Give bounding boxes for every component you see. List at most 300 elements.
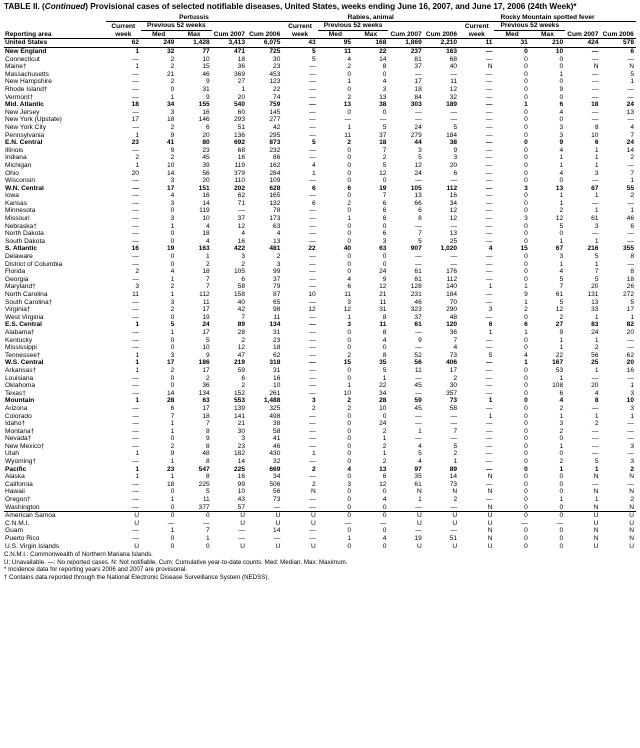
row-value: 6 — [594, 139, 599, 147]
row-value: — — [309, 237, 316, 245]
table-row — [4, 359, 636, 367]
row-value: 89 — [449, 465, 458, 473]
row-value: 1 — [630, 177, 634, 185]
row-value: — — [309, 222, 316, 230]
footnote-3: † Contains data reported through the National Electronic Disease Surveillance System (NEDSS). — [4, 573, 270, 581]
row-value: — — [132, 404, 139, 412]
row-value: — — [309, 131, 316, 139]
row-value: 498 — [269, 412, 281, 420]
row-value: 2 — [170, 123, 175, 131]
col-group-rabies-animal: Rabies, animal — [282, 14, 459, 22]
row-value: 3 — [559, 420, 564, 428]
row-value: — — [344, 519, 352, 527]
title-italic: Continued — [44, 2, 86, 11]
row-area-label: Idaho† — [5, 420, 26, 428]
row-value: 2 — [382, 458, 387, 466]
row-value: 759 — [269, 101, 281, 109]
row-value: — — [309, 63, 316, 71]
row-value: 108 — [552, 382, 564, 390]
row-value: — — [485, 230, 493, 238]
row-value: — — [132, 382, 139, 390]
row-value: 6 — [382, 473, 387, 481]
row-value: 20 — [449, 161, 458, 169]
row-value: 5 — [206, 488, 210, 496]
row-value: 0 — [559, 116, 564, 124]
row-value: 3 — [524, 215, 528, 223]
row-value: 6 — [241, 275, 246, 283]
row-area-label: Oklahoma — [5, 382, 36, 390]
row-value: 0 — [206, 512, 210, 520]
row-value: 4 — [312, 161, 316, 169]
row-value: 9 — [170, 450, 175, 458]
row-value: 4 — [382, 535, 387, 542]
row-value: 0 — [524, 275, 528, 283]
table-row — [4, 458, 636, 466]
row-value: — — [485, 313, 493, 321]
row-value: 0 — [382, 70, 387, 78]
row-value: 1 — [630, 207, 634, 215]
row-value: — — [132, 458, 139, 466]
row-value: 2 — [347, 63, 352, 71]
row-value: 4 — [170, 192, 175, 200]
row-value: 4 — [206, 237, 210, 245]
row-value: 146 — [198, 116, 210, 124]
row-value: — — [591, 427, 599, 435]
row-value: 237 — [410, 48, 422, 55]
row-value: — — [132, 207, 139, 215]
row-value: — — [238, 527, 246, 535]
row-value: 1 — [170, 93, 175, 101]
table-row — [4, 131, 636, 139]
row-area-label: New York City — [5, 123, 47, 131]
row-value: 184 — [446, 291, 458, 298]
row-value: 0 — [347, 108, 352, 116]
row-value: 0 — [524, 527, 528, 535]
row-area-label: Connecticut — [5, 55, 40, 63]
row-value: 34 — [449, 199, 458, 207]
row-value: 0 — [524, 146, 528, 154]
row-value: 123 — [269, 78, 281, 86]
row-value: — — [450, 222, 458, 230]
row-value: 0 — [170, 313, 175, 321]
row-value: N — [629, 488, 634, 496]
row-value: 45 — [202, 154, 210, 162]
row-value: 11 — [379, 321, 387, 329]
row-value: 1 — [559, 237, 564, 245]
row-area-label: Missouri — [5, 215, 30, 223]
row-value: — — [415, 260, 422, 268]
row-value: 12 — [237, 344, 246, 352]
row-value: 112 — [446, 275, 458, 283]
row-value: 0 — [524, 108, 528, 116]
col-pertussis-previous: Previous 52 weeks — [141, 22, 212, 30]
row-value: — — [309, 298, 316, 306]
row-value: 99 — [273, 268, 281, 276]
row-value: — — [132, 215, 139, 223]
row-value: 0 — [347, 420, 352, 428]
row-value: 1 — [206, 253, 210, 261]
row-value: 7 — [170, 412, 175, 420]
table-row — [4, 535, 636, 543]
row-value: 53 — [555, 366, 564, 374]
row-value: — — [132, 108, 139, 116]
row-value: 5 — [559, 298, 564, 306]
row-value: 0 — [347, 435, 352, 443]
row-value: — — [132, 427, 139, 435]
row-value: — — [309, 351, 316, 359]
row-value: — — [450, 177, 458, 185]
row-value: 202 — [234, 184, 246, 192]
row-value: — — [132, 237, 139, 245]
title-suffix: ) Provisional cases of selected notifiable diseases, United States, weeks ending June 16, 2007, and June 17, 2006 (24th Week)* — [85, 2, 577, 11]
row-value: 5 — [312, 55, 316, 63]
row-value: 26 — [626, 283, 634, 291]
row-value: 7 — [453, 427, 458, 435]
table-row — [4, 481, 636, 489]
row-value: 2 — [312, 480, 316, 488]
row-value: 1 — [347, 123, 352, 131]
row-value: 17 — [626, 306, 634, 314]
row-value: 20 — [237, 93, 246, 101]
row-value: 51 — [449, 535, 458, 542]
table-row — [4, 298, 636, 306]
row-value: 1 — [559, 344, 564, 352]
row-value: U — [593, 519, 599, 527]
row-value: — — [282, 503, 317, 511]
row-value: 1 — [630, 412, 634, 420]
row-area-label: Colorado — [5, 412, 32, 420]
row-value: 2 — [276, 253, 281, 261]
row-value: 13 — [449, 230, 458, 238]
row-value: 0 — [382, 412, 387, 420]
table-row — [4, 412, 636, 420]
row-area-label: Washington — [4, 503, 106, 511]
row-value: U — [310, 512, 316, 520]
row-value: 61 — [591, 215, 599, 223]
row-area-label: Georgia — [5, 275, 29, 283]
row-value: 1 — [594, 207, 599, 215]
row-value: 17 — [202, 366, 210, 374]
row-value: 62 — [237, 192, 246, 200]
col-pertussis-cum2006: Cum 2006 — [249, 30, 281, 38]
row-value: 45 — [414, 404, 422, 412]
row-value: 4 — [630, 123, 634, 131]
row-value: 0 — [524, 458, 528, 466]
row-value: 68 — [449, 55, 458, 63]
row-value: 4 — [347, 55, 352, 63]
row-value: 277 — [269, 116, 281, 124]
row-value: — — [485, 275, 493, 283]
row-value: U — [629, 519, 634, 527]
row-value: 0 — [347, 366, 352, 374]
row-value: U — [416, 542, 422, 550]
row-value: 10 — [202, 215, 210, 223]
row-value: 0 — [524, 169, 528, 177]
row-value: 24 — [379, 268, 387, 276]
row-value: 15 — [343, 359, 352, 367]
row-value: — — [309, 527, 316, 535]
row-value: 12 — [449, 207, 458, 215]
row-value: 1 — [594, 237, 599, 245]
row-value: U — [240, 512, 246, 520]
row-value: — — [309, 427, 316, 435]
row-value: — — [132, 306, 139, 314]
row-value: U — [310, 519, 316, 527]
row-value: 0 — [524, 123, 528, 131]
row-value: 0 — [347, 169, 352, 177]
row-value: — — [238, 207, 246, 215]
row-value: — — [627, 450, 634, 458]
row-value: — — [450, 527, 458, 535]
col-reporting-area: Reporting area — [5, 30, 52, 38]
row-value: 4 — [241, 230, 246, 238]
row-value: — — [485, 123, 493, 131]
row-value: — — [485, 420, 493, 428]
row-value: 0 — [559, 177, 564, 185]
row-value: — — [450, 260, 458, 268]
row-value: — — [485, 70, 493, 78]
row-value: 27 — [555, 321, 564, 329]
row-value: — — [309, 382, 316, 390]
row-value: 1 — [488, 397, 493, 405]
row-value: 68 — [237, 146, 246, 154]
row-value: 1 — [594, 161, 599, 169]
row-value: 1 — [559, 465, 564, 473]
col-rabies-cum2007: Cum 2007 — [390, 30, 422, 38]
table-row — [4, 283, 636, 291]
row-value: 59 — [414, 397, 422, 405]
footnote-1: U: Unavailable. —: No reported cases. N: Not notifiable. Cum: Cumulative year-to-date counts. Med: Median. Max: Maximum. — [4, 558, 348, 566]
row-value: 3 — [382, 237, 387, 245]
table-row — [4, 139, 636, 147]
row-area-label: New Jersey — [5, 108, 40, 116]
row-value: 4 — [382, 496, 387, 504]
row-area-label: W.N. Central — [5, 184, 44, 192]
row-value: 1 — [559, 161, 564, 169]
table-row — [4, 488, 636, 496]
row-value: 225 — [234, 465, 246, 473]
row-value: — — [485, 139, 493, 147]
row-value: 2 — [241, 260, 246, 268]
row-value: 38 — [449, 139, 458, 147]
row-value: N — [310, 488, 316, 496]
row-value: 2 — [382, 442, 387, 450]
row-value: 11 — [379, 298, 387, 306]
table-row — [4, 39, 636, 48]
row-area-label: Maine† — [5, 63, 27, 71]
row-value: — — [485, 215, 493, 223]
row-value: 23 — [131, 139, 139, 147]
row-value: 0 — [347, 177, 352, 185]
row-value: 73 — [449, 480, 458, 488]
table-row — [4, 443, 636, 451]
row-value: U — [134, 512, 139, 520]
row-value: — — [485, 154, 493, 162]
row-value: 5 — [418, 237, 422, 245]
row-value: 0 — [170, 535, 175, 542]
row-area-label: Nebraska† — [5, 222, 37, 230]
col-rmsf-med: Med — [505, 30, 519, 38]
row-value: 0 — [347, 374, 352, 382]
row-value: 5 — [382, 366, 387, 374]
table-row — [4, 428, 636, 436]
row-value: 2 — [170, 283, 175, 291]
row-value: 8 — [382, 328, 387, 336]
row-value: N — [593, 473, 599, 481]
row-value: 7 — [206, 527, 210, 535]
row-value: — — [450, 412, 458, 420]
row-value: 22 — [308, 245, 316, 253]
table-row — [4, 473, 636, 481]
table-row — [4, 405, 636, 413]
row-value: 105 — [410, 184, 422, 192]
row-value: 79 — [273, 283, 281, 291]
row-value: — — [450, 116, 458, 124]
row-value: 0 — [524, 488, 528, 496]
row-value: 10 — [308, 291, 316, 298]
row-value: — — [485, 131, 493, 139]
table-row — [4, 314, 636, 322]
row-value: 424 — [565, 39, 600, 48]
row-value: — — [309, 328, 316, 336]
row-value: 119 — [234, 161, 246, 169]
row-value: 1 — [488, 412, 493, 420]
row-area-label: Mid. Atlantic — [5, 101, 44, 109]
row-area-label: Pennsylvania — [5, 131, 45, 139]
row-value: 14 — [449, 473, 458, 481]
row-value: — — [485, 161, 493, 169]
row-value: 0 — [206, 542, 210, 550]
row-value: — — [309, 374, 316, 382]
row-value: 4 — [559, 146, 564, 154]
row-value: 17 — [166, 359, 175, 367]
row-value: 0 — [170, 230, 175, 238]
row-value: 293 — [234, 116, 246, 124]
row-value: N — [593, 535, 599, 542]
row-value: 20 — [591, 382, 599, 390]
row-value: — — [485, 78, 493, 86]
row-value: 9 — [206, 93, 210, 101]
row-value: 62 — [273, 351, 281, 359]
row-area-label: Alabama† — [5, 328, 35, 336]
row-value: 3 — [347, 480, 352, 488]
row-value: 34 — [166, 101, 175, 109]
row-value: 5 — [312, 48, 316, 55]
row-value: 20 — [626, 328, 634, 336]
row-value: U — [487, 542, 493, 550]
row-value: 51 — [237, 123, 246, 131]
row-value: 0 — [559, 535, 564, 542]
row-value: — — [591, 450, 599, 458]
row-value: 28 — [237, 328, 246, 336]
row-value: 6 — [630, 48, 634, 55]
row-value: 7 — [382, 146, 387, 154]
row-value: 1 — [382, 435, 387, 443]
row-area-label: Florida — [5, 268, 26, 276]
row-value: 0 — [524, 473, 528, 481]
row-value: 23 — [166, 465, 175, 473]
table-row — [4, 520, 636, 528]
row-value: — — [450, 420, 458, 428]
row-value: 9 — [559, 139, 564, 147]
row-value: 2 — [170, 366, 175, 374]
row-value: — — [415, 344, 422, 352]
row-value: 7 — [559, 283, 564, 291]
row-value: 14 — [202, 199, 210, 207]
table-row — [4, 238, 636, 246]
row-value: 95 — [318, 39, 353, 48]
row-value: N — [593, 527, 599, 535]
col-pertussis-cum2007: Cum 2007 — [213, 30, 245, 38]
row-value: 3 — [312, 397, 316, 405]
row-value: — — [424, 503, 459, 511]
row-value: 0 — [347, 70, 352, 78]
row-value: — — [309, 108, 316, 116]
row-value: — — [132, 230, 139, 238]
row-value: 5 — [559, 222, 564, 230]
row-value: 0 — [524, 420, 528, 428]
row-value: 5 — [170, 321, 175, 329]
row-value: 0 — [559, 78, 564, 86]
row-value: 2 — [347, 351, 352, 359]
row-value: 0 — [530, 503, 565, 511]
row-value: 0 — [382, 222, 387, 230]
row-value: 9 — [418, 336, 422, 344]
row-value: 4 — [559, 268, 564, 276]
row-value: 23 — [202, 146, 210, 154]
row-value: U — [275, 542, 281, 550]
row-value: 61 — [414, 321, 422, 329]
row-area-label: Delaware — [5, 253, 33, 261]
row-value: — — [450, 108, 458, 116]
row-value: 46 — [414, 298, 422, 306]
row-area-label: Maryland† — [5, 283, 36, 291]
row-value: — — [309, 275, 316, 283]
row-value: 1 — [594, 465, 599, 473]
row-value: 0 — [170, 237, 175, 245]
row-value: 19 — [202, 313, 210, 321]
row-value: 325 — [269, 404, 281, 412]
row-value: — — [485, 268, 493, 276]
row-value: 22 — [555, 351, 564, 359]
row-value: — — [132, 535, 139, 542]
row-value: 1 — [312, 169, 316, 177]
row-value: 8 — [418, 215, 422, 223]
row-value: N — [593, 488, 599, 496]
table-row — [4, 63, 636, 71]
row-value: — — [627, 55, 634, 63]
row-value: — — [627, 116, 634, 124]
table-row — [4, 116, 636, 124]
row-value: 3 — [170, 298, 175, 306]
row-value: — — [132, 496, 139, 504]
row-value: 32 — [273, 458, 281, 466]
row-value: 0 — [347, 328, 352, 336]
row-value: 52 — [414, 351, 422, 359]
row-value: 9 — [524, 291, 528, 298]
row-value: 0 — [524, 427, 528, 435]
row-value: 12 — [237, 222, 246, 230]
row-value: 232 — [269, 146, 281, 154]
row-value: — — [485, 55, 493, 63]
row-value: 0 — [170, 85, 175, 93]
row-value: 6 — [524, 321, 528, 329]
row-value: N — [487, 473, 493, 481]
row-value: 18 — [414, 85, 422, 93]
row-value: 2 — [630, 465, 634, 473]
row-value: 0 — [347, 222, 352, 230]
row-value: 0 — [170, 344, 175, 352]
